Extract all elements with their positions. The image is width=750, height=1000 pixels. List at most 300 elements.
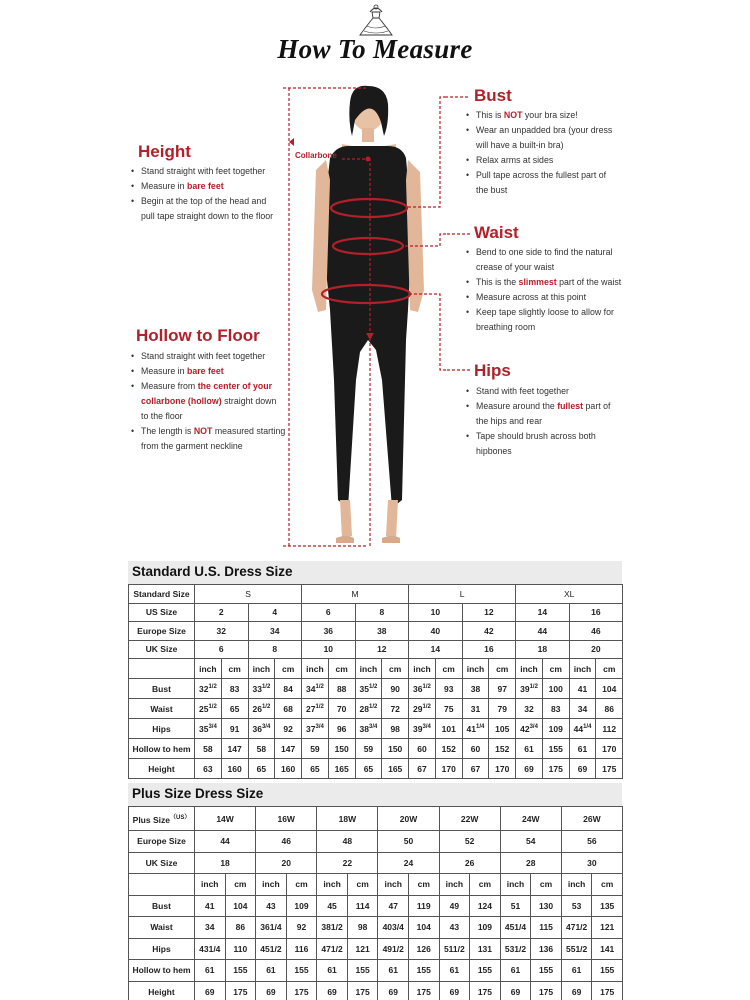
table-cell: 63 [195, 759, 222, 779]
empty-cell [129, 874, 195, 896]
table-cell: 471/2 [317, 938, 348, 960]
table-cell: $41^{1/4}$ [462, 719, 489, 739]
unit-header: cm [347, 874, 378, 896]
height-heading: Height [138, 142, 191, 161]
row-header: Plus Size$^{(US)}$ [129, 807, 195, 831]
table-cell: 26 [439, 852, 500, 874]
table-cell: 152 [435, 739, 462, 759]
row-header: Bust [129, 895, 195, 917]
row-header: Europe Size [129, 831, 195, 853]
row-header: Waist [129, 917, 195, 939]
bullet-item: • Relax arms at sides [466, 153, 636, 168]
table-cell: 130 [531, 895, 562, 917]
table-row [129, 659, 623, 679]
table-cell: 175 [286, 981, 317, 1000]
table-cell: 175 [531, 981, 562, 1000]
table-row [129, 622, 623, 641]
unit-header: cm [225, 874, 256, 896]
table-cell: 12 [462, 603, 516, 622]
table-cell: 53 [561, 895, 592, 917]
unit-header: cm [489, 659, 516, 679]
table-cell: 32 [195, 622, 249, 641]
table-row [129, 960, 623, 982]
table-cell: 34 [569, 699, 596, 719]
table-cell: 68 [275, 699, 302, 719]
table-cell: 24W [500, 807, 561, 831]
unit-header: cm [596, 659, 623, 679]
row-header: Hips [129, 938, 195, 960]
table-cell: 48 [317, 831, 378, 853]
hollow-to-floor-heading: Hollow to Floor [136, 326, 260, 345]
table-cell: 97 [489, 679, 516, 699]
table-cell: $29^{1/2}$ [409, 699, 436, 719]
table-cell: 98 [347, 917, 378, 939]
row-header: Hollow to hem [129, 960, 195, 982]
table-cell: 61 [516, 739, 543, 759]
bullet-item: • Measure in bare feet [131, 364, 291, 379]
table-cell: 136 [531, 938, 562, 960]
table-cell: 61 [500, 960, 531, 982]
size-group-header: M [302, 585, 409, 604]
table-cell: 75 [435, 699, 462, 719]
table-cell: 8 [355, 603, 409, 622]
table-cell: 491/2 [378, 938, 409, 960]
table-cell: $42^{3/4}$ [516, 719, 543, 739]
unit-header: inch [409, 659, 436, 679]
bullet-item: • Wear an unpadded bra (your dress will have a built-in bra) [466, 123, 636, 153]
table-cell: 14 [409, 640, 463, 659]
table-cell: 175 [592, 981, 623, 1000]
row-header: Bust [129, 679, 195, 699]
plus-size-table [128, 806, 623, 1000]
table-cell: 69 [561, 981, 592, 1000]
collarbone-label: Collarbone [295, 151, 337, 160]
table-cell: 160 [275, 759, 302, 779]
table-row [129, 585, 623, 604]
table-cell: 47 [378, 895, 409, 917]
table-cell: 175 [225, 981, 256, 1000]
table-cell: 531/2 [500, 938, 531, 960]
table-cell: 431/4 [195, 938, 226, 960]
unit-header: cm [542, 659, 569, 679]
table-cell: 135 [592, 895, 623, 917]
table-cell: 65 [355, 759, 382, 779]
page-title: How To Measure [277, 34, 473, 64]
table-cell: 22 [317, 852, 378, 874]
table-cell: $35^{3/4}$ [195, 719, 222, 739]
table-cell: 90 [382, 679, 409, 699]
table-cell: 10 [302, 640, 356, 659]
table-cell: 91 [221, 719, 248, 739]
table-row [129, 603, 623, 622]
hips-bullets [466, 384, 636, 459]
unit-header: cm [408, 874, 439, 896]
unit-header: inch [561, 874, 592, 896]
table-cell: 114 [347, 895, 378, 917]
table-cell: 60 [462, 739, 489, 759]
table-cell: 69 [317, 981, 348, 1000]
table-cell: 18 [195, 852, 256, 874]
table-cell: 155 [225, 960, 256, 982]
table-cell: 155 [347, 960, 378, 982]
table-row [129, 852, 623, 874]
table-cell: 147 [221, 739, 248, 759]
table-cell: 22W [439, 807, 500, 831]
table-cell: 155 [408, 960, 439, 982]
height-bullets [131, 164, 291, 224]
table-cell: 79 [489, 699, 516, 719]
table-cell: 67 [462, 759, 489, 779]
table-cell: 34 [248, 622, 302, 641]
table-cell: 93 [435, 679, 462, 699]
table-cell: 104 [225, 895, 256, 917]
table-cell: $34^{1/2}$ [302, 679, 329, 699]
highlight-text: NOT [503, 110, 523, 120]
table-cell: 110 [225, 938, 256, 960]
table-cell: 61 [561, 960, 592, 982]
table-cell: 38 [462, 679, 489, 699]
table-cell: 20 [256, 852, 317, 874]
table-cell: 69 [378, 981, 409, 1000]
bullet-item: • Pull tape across the fullest part of the bust [466, 168, 636, 198]
plus-table-title: Plus Size Dress Size [128, 783, 622, 806]
table-cell: 69 [569, 759, 596, 779]
table-cell: 18 [516, 640, 570, 659]
row-header: Europe Size [129, 622, 195, 641]
highlight-text: slimmest [518, 277, 557, 287]
table-cell: 51 [500, 895, 531, 917]
table-cell: 65 [248, 759, 275, 779]
table-cell: 60 [409, 739, 436, 759]
table-cell: 6 [302, 603, 356, 622]
table-cell: 6 [195, 640, 249, 659]
table-cell: 84 [275, 679, 302, 699]
table-cell: 69 [516, 759, 543, 779]
highlight-text: NOT [193, 426, 213, 436]
table-cell: 59 [302, 739, 329, 759]
table-cell: 175 [347, 981, 378, 1000]
table-row [129, 981, 623, 1000]
table-row [129, 719, 623, 739]
table-cell: 44 [516, 622, 570, 641]
unit-header: cm [286, 874, 317, 896]
table-cell: 69 [439, 981, 470, 1000]
table-row [129, 938, 623, 960]
bullet-item: • Stand with feet together [466, 384, 636, 399]
table-cell: 155 [592, 960, 623, 982]
table-cell: 175 [542, 759, 569, 779]
table-cell: 16 [462, 640, 516, 659]
table-cell: 42 [462, 622, 516, 641]
table-cell: 403/4 [378, 917, 409, 939]
table-cell: 155 [470, 960, 501, 982]
measurement-lines [0, 80, 750, 555]
table-cell: 126 [408, 938, 439, 960]
unit-header: cm [531, 874, 562, 896]
table-row [129, 759, 623, 779]
bust-bullets [466, 108, 636, 198]
bullet-item: • Begin at the top of the head and pull tape straight down to the floor [131, 194, 291, 224]
bullet-item: • Stand straight with feet together [131, 349, 291, 364]
table-cell: 61 [256, 960, 287, 982]
table-cell: $39^{3/4}$ [409, 719, 436, 739]
table-cell: 92 [275, 719, 302, 739]
table-cell: $25^{1/2}$ [195, 699, 222, 719]
bullet-item: • Measure around the fullest part of the hips and rear [466, 399, 636, 429]
table-cell: 52 [439, 831, 500, 853]
bullet-item: • This is the slimmest part of the waist [466, 275, 636, 290]
table-cell: 69 [256, 981, 287, 1000]
table-cell: 46 [256, 831, 317, 853]
table-cell: 451/2 [256, 938, 287, 960]
table-cell: 175 [596, 759, 623, 779]
table-cell: $33^{1/2}$ [248, 679, 275, 699]
table-cell: 92 [286, 917, 317, 939]
table-cell: 44 [195, 831, 256, 853]
table-row [129, 917, 623, 939]
row-header: US Size [129, 603, 195, 622]
bullet-item: • Keep tape slightly loose to allow for breathing room [466, 305, 636, 335]
table-cell: 41 [569, 679, 596, 699]
unit-header: cm [592, 874, 623, 896]
table-cell: 451/4 [500, 917, 531, 939]
unit-header: inch [355, 659, 382, 679]
table-cell: 86 [596, 699, 623, 719]
table-cell: 170 [489, 759, 516, 779]
table-cell: 41 [195, 895, 226, 917]
table-cell: 49 [439, 895, 470, 917]
table-cell: 155 [531, 960, 562, 982]
table-cell: 471/2 [561, 917, 592, 939]
unit-header: inch [195, 874, 226, 896]
table-cell: 61 [378, 960, 409, 982]
table-cell: 551/2 [561, 938, 592, 960]
table-cell: 65 [302, 759, 329, 779]
table-cell: 170 [596, 739, 623, 759]
height-arrow-icon [289, 138, 294, 146]
table-cell: 165 [382, 759, 409, 779]
table-cell: 38 [355, 622, 409, 641]
table-cell: 16W [256, 807, 317, 831]
row-header: Height [129, 759, 195, 779]
table-cell: $36^{1/2}$ [409, 679, 436, 699]
table-cell: 105 [489, 719, 516, 739]
table-cell: 58 [248, 739, 275, 759]
table-cell: 14W [195, 807, 256, 831]
table-cell: 124 [470, 895, 501, 917]
table-cell: 160 [221, 759, 248, 779]
unit-header: inch [378, 874, 409, 896]
table-cell: 20W [378, 807, 439, 831]
table-cell: 121 [347, 938, 378, 960]
row-header: Hollow to hem [129, 739, 195, 759]
table-cell: 26W [561, 807, 622, 831]
size-group-header: L [409, 585, 516, 604]
unit-header: inch [462, 659, 489, 679]
highlight-text: fullest [557, 401, 584, 411]
row-header: Height [129, 981, 195, 1000]
row-header: Hips [129, 719, 195, 739]
table-cell: 4 [248, 603, 302, 622]
table-cell: 121 [592, 917, 623, 939]
table-cell: 32 [516, 699, 543, 719]
hips-heading: Hips [474, 361, 511, 380]
size-group-header: S [195, 585, 302, 604]
waist-heading: Waist [474, 223, 519, 242]
table-cell: 8 [248, 640, 302, 659]
table-cell: 58 [195, 739, 222, 759]
bullet-item: • The length is NOT measured starting from the garment neckline [131, 424, 291, 454]
table-cell: 16 [569, 603, 623, 622]
collarbone-dot-icon [366, 157, 371, 162]
table-cell: 101 [435, 719, 462, 739]
table-cell: 150 [328, 739, 355, 759]
standard-table-title: Standard U.S. Dress Size [128, 561, 622, 584]
table-row [129, 807, 623, 831]
row-header: Standard Size [129, 585, 195, 604]
table-cell: 45 [317, 895, 348, 917]
table-cell: 175 [470, 981, 501, 1000]
table-cell: 43 [256, 895, 287, 917]
row-header: UK Size [129, 852, 195, 874]
table-cell: 56 [561, 831, 622, 853]
empty-cell [129, 659, 195, 679]
table-cell: 131 [470, 938, 501, 960]
table-cell: 67 [409, 759, 436, 779]
table-cell: 141 [592, 938, 623, 960]
table-cell: 2 [195, 603, 249, 622]
unit-header: cm [328, 659, 355, 679]
table-cell: 98 [382, 719, 409, 739]
table-cell: 88 [328, 679, 355, 699]
table-cell: 40 [409, 622, 463, 641]
table-cell: 14 [516, 603, 570, 622]
table-cell: $39^{1/2}$ [516, 679, 543, 699]
table-row [129, 874, 623, 896]
table-row [129, 640, 623, 659]
row-header: UK Size [129, 640, 195, 659]
bullet-item: • Measure across at this point [466, 290, 636, 305]
unit-header: cm [221, 659, 248, 679]
bust-heading: Bust [474, 86, 512, 105]
table-cell: 65 [221, 699, 248, 719]
table-cell: 175 [408, 981, 439, 1000]
table-cell: $26^{1/2}$ [248, 699, 275, 719]
table-cell: 104 [408, 917, 439, 939]
table-cell: 83 [542, 699, 569, 719]
table-cell: 109 [542, 719, 569, 739]
table-cell: 69 [500, 981, 531, 1000]
table-cell: 170 [435, 759, 462, 779]
bullet-item: • Bend to one side to find the natural crease of your waist [466, 245, 636, 275]
unit-header: cm [435, 659, 462, 679]
waist-bullets [466, 245, 636, 335]
table-cell: 152 [489, 739, 516, 759]
table-cell: $32^{1/2}$ [195, 679, 222, 699]
table-cell: 361/4 [256, 917, 287, 939]
table-row [129, 895, 623, 917]
table-cell: 24 [378, 852, 439, 874]
table-cell: $38^{3/4}$ [355, 719, 382, 739]
highlight-text: the center of your [197, 381, 273, 391]
highlight-text: bare feet [186, 366, 224, 376]
table-cell: 61 [439, 960, 470, 982]
table-cell: 61 [569, 739, 596, 759]
measurement-figure [0, 80, 750, 555]
unit-header: inch [516, 659, 543, 679]
table-cell: 155 [542, 739, 569, 759]
highlight-text: collarbone (hollow) [141, 396, 222, 406]
unit-header: inch [439, 874, 470, 896]
table-cell: 10 [409, 603, 463, 622]
table-cell: 69 [195, 981, 226, 1000]
table-cell: $27^{1/2}$ [302, 699, 329, 719]
table-cell: 104 [596, 679, 623, 699]
table-cell: 112 [596, 719, 623, 739]
bullet-item: • Measure in bare feet [131, 179, 291, 194]
table-cell: 155 [286, 960, 317, 982]
row-header: Waist [129, 699, 195, 719]
table-cell: 30 [561, 852, 622, 874]
table-cell: 100 [542, 679, 569, 699]
table-cell: 43 [439, 917, 470, 939]
table-cell: 119 [408, 895, 439, 917]
table-cell: 54 [500, 831, 561, 853]
table-cell: 59 [355, 739, 382, 759]
table-cell: 109 [470, 917, 501, 939]
unit-header: inch [256, 874, 287, 896]
table-cell: 96 [328, 719, 355, 739]
table-cell: 109 [286, 895, 317, 917]
table-row [129, 699, 623, 719]
table-row [129, 739, 623, 759]
unit-header: inch [569, 659, 596, 679]
table-row [129, 679, 623, 699]
table-cell: $28^{1/2}$ [355, 699, 382, 719]
unit-header: cm [470, 874, 501, 896]
table-cell: 86 [225, 917, 256, 939]
table-cell: 20 [569, 640, 623, 659]
table-cell: 70 [328, 699, 355, 719]
table-cell: 28 [500, 852, 561, 874]
unit-header: inch [248, 659, 275, 679]
table-cell: 61 [317, 960, 348, 982]
unit-header: cm [382, 659, 409, 679]
table-cell: $44^{1/4}$ [569, 719, 596, 739]
table-cell: $37^{3/4}$ [302, 719, 329, 739]
table-cell: 165 [328, 759, 355, 779]
table-cell: 12 [355, 640, 409, 659]
hollow-to-floor-bullets [131, 349, 291, 454]
bullet-item: • This is NOT your bra size! [466, 108, 636, 123]
table-cell: 83 [221, 679, 248, 699]
bullet-item: • Stand straight with feet together [131, 164, 291, 179]
unit-header: inch [317, 874, 348, 896]
table-cell: 116 [286, 938, 317, 960]
table-cell: 72 [382, 699, 409, 719]
size-group-header: XL [516, 585, 623, 604]
table-cell: 18W [317, 807, 378, 831]
dress-logo-icon [355, 2, 397, 38]
table-cell: $36^{3/4}$ [248, 719, 275, 739]
table-cell: 46 [569, 622, 623, 641]
unit-header: inch [500, 874, 531, 896]
table-row [129, 831, 623, 853]
standard-size-table [128, 584, 623, 779]
unit-header: cm [275, 659, 302, 679]
table-cell: 381/2 [317, 917, 348, 939]
table-cell: 511/2 [439, 938, 470, 960]
